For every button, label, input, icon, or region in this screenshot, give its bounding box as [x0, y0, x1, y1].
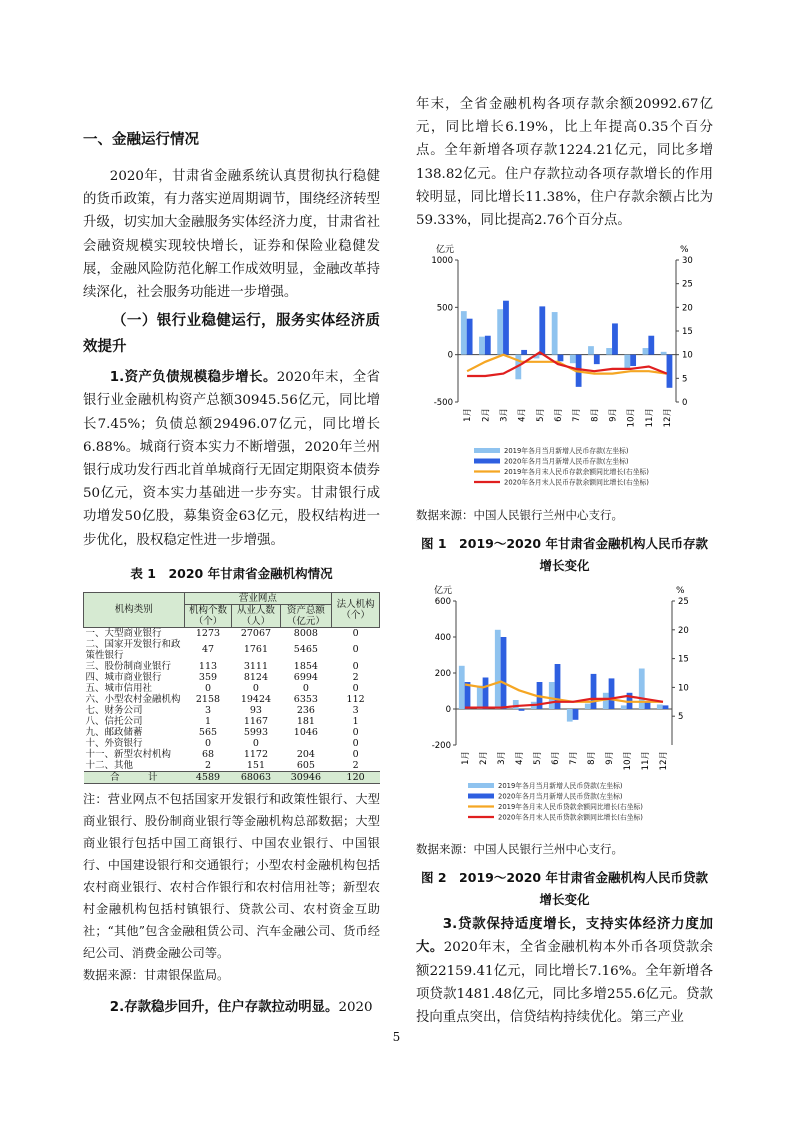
- table-cell-legal: 0: [352, 748, 359, 760]
- table-total-legal: 120: [332, 771, 380, 783]
- bar: [513, 700, 519, 709]
- tick-label-right: 10: [682, 350, 693, 361]
- tick-label-right: 20: [682, 303, 693, 314]
- bar: [552, 312, 558, 355]
- table-cell-assets: 236: [296, 704, 315, 716]
- category-label: 4月: [515, 751, 525, 766]
- bar: [477, 686, 483, 709]
- loan-chart: [416, 585, 713, 833]
- table-row: [84, 760, 380, 772]
- deposit-chart: [416, 240, 713, 495]
- tick-label-left: 600: [434, 597, 451, 608]
- bar: [624, 355, 630, 370]
- table-cell-assets: 605: [296, 759, 315, 771]
- section-heading: 一、金融运行情况: [83, 132, 199, 148]
- table-cell-staff: 8124: [243, 671, 269, 683]
- bar: [657, 705, 663, 710]
- table-cell-assets: 6994: [293, 671, 318, 683]
- bar: [594, 355, 600, 364]
- bar: [459, 666, 465, 709]
- bar: [606, 348, 612, 355]
- bar: [639, 669, 645, 710]
- table-cell-count: 47: [201, 644, 215, 656]
- category-label: 1月: [463, 408, 474, 423]
- tick-label-right: 30: [682, 256, 693, 267]
- legend-label: 2020年各月当月新增人民币贷款(左坐标): [498, 792, 623, 801]
- bar: [573, 709, 579, 720]
- table-caption: 表 1 2020 年甘肃省金融机构情况: [130, 565, 333, 581]
- subsection-heading: （一）银行业稳健运行，服务实体经济质效提升: [83, 313, 380, 356]
- bar: [549, 682, 555, 709]
- col-assets: 资产总额（亿元）: [280, 604, 332, 627]
- category-label: 6月: [551, 751, 561, 766]
- chart2-source: 数据来源：中国人民银行兰州中心支行。: [416, 842, 623, 857]
- tick-label-right: 5: [682, 374, 688, 385]
- table-cell-assets: 1854: [293, 660, 318, 672]
- bar: [603, 693, 609, 709]
- table-cell-assets: 204: [296, 748, 315, 760]
- bar: [612, 324, 618, 355]
- tick-label-left: -200: [431, 741, 451, 752]
- table-note-text: 注：营业网点不包括国家开发银行和政策性银行、大型商业银行、股份制商业银行等金融机构总部数据；大型商业银行包括中国工商银行、中国农业银行、中国银行、中国建设银行和交通银行；小型农村金融机构包括农村商业银行、农村合作银行和农村信用社等；新型农村金融机构包括村镇银行、贷款公司、农村资金互助社；“其他”包含金融租赁公司、汽车金融公司、货币经纪公司、消费金融公司等。: [83, 791, 380, 960]
- tick-label-left: 400: [434, 633, 451, 644]
- table-cell-legal: 1: [352, 715, 359, 727]
- table-row: [84, 683, 380, 694]
- bar: [588, 346, 594, 355]
- y-label-right: %: [676, 586, 685, 597]
- table-cell-staff: 93: [249, 704, 262, 716]
- category-label: 10月: [623, 751, 633, 771]
- table-cell-count: 68: [201, 748, 215, 760]
- tick-label-left: -500: [433, 398, 453, 409]
- chart1-source: 数据来源：中国人民银行兰州中心支行。: [416, 508, 623, 523]
- paragraph-text: 2020: [338, 999, 373, 1015]
- table-cell-legal: 0: [352, 737, 359, 749]
- table-row: [84, 705, 380, 716]
- y-label-left: 亿元: [435, 245, 454, 256]
- bar: [648, 336, 654, 355]
- category-label: 12月: [662, 408, 673, 428]
- bar: [663, 706, 669, 710]
- table-cell-legal: 0: [352, 627, 359, 639]
- table-cell-staff: 19424: [240, 693, 272, 705]
- table-cell-name: 一、大型商业银行: [85, 627, 162, 639]
- table-cell-staff: 1172: [243, 748, 269, 760]
- legend-label: 2019年各月当月新增人民币贷款(左坐标): [498, 782, 623, 791]
- bar: [495, 630, 501, 709]
- table-cell-legal: 112: [346, 693, 365, 705]
- paragraph-lead: 2.存款稳步回升，住户存款拉动明显。: [109, 999, 339, 1015]
- table-cell-staff: 0: [252, 682, 259, 694]
- category-label: 12月: [659, 751, 669, 771]
- category-label: 10月: [626, 408, 637, 428]
- table-total-staff: 68063: [232, 771, 280, 783]
- table-cell-count: 1: [204, 715, 211, 727]
- series-line: [465, 682, 663, 702]
- legend-swatch: [468, 783, 494, 788]
- legend-label: 2019年各月末人民币贷款余额同比增长(右坐标): [498, 803, 643, 812]
- intro-paragraph: 2020年，甘肃省金融系统认真贯彻执行稳健的货币政策，有力落实逆周期调节，围绕经济转型升级，切实加大金融服务实体经济力度，甘肃省社会融资规模实现较快增长，证券和保险业稳健发展，金融风险防范化解工作成效明显，金融改革持续深化，社会服务功能进一步增强。: [83, 169, 380, 301]
- table-cell-legal: 0: [352, 660, 359, 672]
- paragraph-loans: [416, 913, 713, 1029]
- table-total-count: 4589: [184, 771, 232, 783]
- left-column: [83, 120, 380, 1019]
- right-column: [416, 93, 713, 1029]
- bar: [485, 336, 491, 355]
- table-cell-count: 0: [204, 737, 211, 749]
- table-cell-assets: [280, 738, 332, 749]
- tick-label-right: 5: [678, 712, 684, 723]
- chart1-title: 图 1 2019～2020 年甘肃省金融机构人民币存款增长变化: [421, 536, 708, 574]
- table-row: [84, 749, 380, 760]
- table-row: [84, 639, 380, 661]
- table-cell-name: 六、小型农村金融机构: [85, 693, 181, 705]
- tick-label-right: 15: [682, 327, 693, 338]
- tick-label-right: 15: [678, 654, 689, 665]
- category-label: 9月: [608, 408, 619, 423]
- table-cell-legal: 2: [352, 759, 359, 771]
- paragraph-text: 2020年末，全省银行业金融机构资产总额30945.56亿元，同比增长7.45%；负债总额29496.07亿元，同比增长6.88%。城商行资本实力不断增强，2020年兰州银行成功发行西北首单城商行无固定期限资本债券50亿元，资本实力基础进一步夯实。甘肃银行成功增发50亿股，募集资金63亿元，股权结构进一步优化，股权稳定性进一步增强。: [83, 370, 381, 548]
- tick-label-left: 1000: [431, 256, 453, 267]
- bar: [501, 637, 507, 709]
- table-cell-name: 二、国家开发银行和政策性银行: [85, 638, 181, 661]
- series-line: [467, 353, 667, 377]
- table-cell-staff: 3111: [243, 660, 269, 672]
- table-cell-count: 565: [198, 726, 218, 738]
- bar: [483, 678, 489, 710]
- y-label-right: %: [680, 245, 689, 256]
- table-cell-name: 八、信托公司: [85, 715, 143, 727]
- bar: [539, 307, 545, 355]
- table-cell-staff: 1761: [243, 644, 269, 656]
- tick-label-left: 500: [436, 303, 453, 314]
- table-row: [84, 738, 380, 749]
- table-cell-name: 七、财务公司: [85, 704, 143, 716]
- bar: [497, 309, 503, 354]
- category-label: 7月: [572, 408, 583, 423]
- table-cell-assets: 1046: [293, 726, 318, 738]
- category-label: 4月: [517, 408, 528, 423]
- bar: [567, 709, 573, 722]
- table-note: [83, 788, 380, 986]
- table-cell-assets: 181: [296, 715, 315, 727]
- col-legal: 法人机构（个）: [332, 592, 380, 627]
- tick-label-right: 25: [682, 279, 693, 290]
- table-row: [84, 727, 380, 738]
- bar: [609, 679, 615, 710]
- bar: [591, 674, 597, 709]
- paragraph-text: 2020年末，全省金融机构本外币各项贷款余额22159.41亿元，同比增长7.16%。全年新增各项贷款1481.48亿元，同比多增255.6亿元。贷款投向重点突出，信贷结构持续优化。第三产业: [416, 940, 714, 1026]
- table-row: [84, 627, 380, 639]
- bar: [503, 301, 509, 355]
- table-cell-name: 四、城市商业银行: [85, 671, 162, 683]
- series-line: [467, 355, 667, 374]
- tick-label-left: 0: [445, 705, 451, 716]
- table-cell-legal: 0: [352, 644, 359, 656]
- category-label: 8月: [590, 408, 601, 423]
- table-total-assets: 30946: [280, 771, 332, 783]
- table-total-row: [84, 771, 380, 783]
- table-row: [84, 661, 380, 672]
- paragraph-assets: [83, 366, 380, 552]
- table-cell-staff: 27067: [240, 627, 272, 639]
- tick-label-right: 10: [678, 683, 689, 694]
- bar: [621, 706, 627, 710]
- category-label: 2月: [481, 408, 492, 423]
- table-cell-staff: 151: [246, 759, 265, 771]
- table-cell-legal: 0: [352, 726, 359, 738]
- legend-label: 2020年各月末人民币存款余额同比增长(右坐标): [504, 478, 649, 487]
- paragraph-deposits: [83, 996, 380, 1019]
- table-cell-name: 十、外资银行: [85, 737, 143, 749]
- category-label: 2月: [479, 751, 489, 766]
- table-cell-count: 113: [198, 660, 218, 672]
- category-label: 1月: [461, 751, 471, 766]
- tick-label-right: 25: [678, 597, 689, 608]
- tick-label-left: 200: [434, 669, 451, 680]
- legend-label: 2019年各月当月新增人民币存款(左坐标): [504, 447, 629, 456]
- institutions-table: [83, 592, 380, 784]
- category-label: 8月: [587, 751, 597, 766]
- paragraph-deposits-cont: 年末，全省金融机构各项存款余额20992.67亿元，同比增长6.19%，比上年提高0.35个百分点。全年新增各项存款1224.21亿元，同比多增138.82亿元。住户存款拉动各项存款增长的作用较明显，同比增长11.38%，住户存款余额占比为59.33%，同比提高2.76个百分点。: [416, 97, 713, 229]
- table-cell-name: 五、城市信用社: [85, 682, 153, 694]
- table-cell-count: 3: [204, 704, 211, 716]
- bar: [630, 355, 636, 366]
- paragraph-lead: 1.资产负债规模稳步增长。: [109, 370, 277, 386]
- table-cell-assets: 0: [302, 682, 309, 694]
- category-label: 6月: [553, 408, 564, 423]
- table-cell-count: 0: [204, 682, 211, 694]
- table-cell-count: 359: [198, 671, 218, 683]
- table-cell-count: 2: [204, 759, 211, 771]
- table-cell-name: 九、邮政储蓄: [85, 726, 143, 738]
- bar: [661, 352, 667, 355]
- y-label-left: 亿元: [433, 586, 452, 597]
- table-cell-name: 三、股份制商业银行: [85, 660, 172, 672]
- table-cell-staff: 0: [252, 737, 259, 749]
- legend-swatch: [474, 448, 500, 453]
- tick-label-right: 20: [678, 626, 689, 637]
- table-cell-name: 十二、其他: [85, 759, 134, 771]
- table-row: [84, 694, 380, 705]
- legend-swatch: [474, 459, 500, 464]
- bar: [585, 704, 591, 709]
- table-cell-name: 十一、新型农村机构: [85, 748, 172, 760]
- col-category: 机构类别: [84, 592, 185, 627]
- table-total-name: 合 计: [84, 771, 185, 783]
- category-label: 5月: [535, 408, 546, 423]
- table-row: [84, 716, 380, 727]
- category-label: 7月: [569, 751, 579, 766]
- col-outlets: 营业网点: [184, 592, 332, 604]
- chart2-title: 图 2 2019～2020 年甘肃省金融机构人民币贷款增长变化: [421, 870, 708, 908]
- bar: [521, 350, 527, 355]
- table-cell-count: 1273: [195, 627, 221, 639]
- bar: [519, 709, 525, 711]
- table-cell-assets: 8008: [293, 627, 318, 639]
- col-staff: 从业人数（人）: [232, 604, 280, 627]
- table-source: 数据来源：甘肃银保监局。: [83, 967, 230, 982]
- table-cell-staff: 1167: [243, 715, 269, 727]
- category-label: 9月: [605, 751, 615, 766]
- legend-label: 2020年各月末人民币贷款余额同比增长(右坐标): [498, 813, 643, 822]
- bar: [667, 355, 673, 388]
- category-label: 5月: [533, 751, 543, 766]
- category-label: 11月: [644, 408, 655, 428]
- page-number: 5: [392, 1030, 401, 1044]
- bar: [570, 355, 576, 364]
- table-cell-legal: 3: [352, 704, 359, 716]
- col-count: 机构个数（个）: [184, 604, 232, 627]
- bar: [643, 348, 649, 355]
- bar: [558, 355, 564, 362]
- tick-label-right: 0: [682, 398, 688, 409]
- bar: [461, 311, 467, 355]
- table-cell-count: 2158: [195, 693, 221, 705]
- table-cell-assets: 5465: [293, 644, 318, 656]
- legend-swatch: [468, 794, 494, 799]
- table-cell-legal: 2: [352, 671, 359, 683]
- tick-label-left: 0: [447, 350, 453, 361]
- legend-label: 2019年各月末人民币存款余额同比增长(右坐标): [504, 468, 649, 477]
- category-label: 11月: [641, 751, 651, 771]
- table-row: [84, 672, 380, 683]
- category-label: 3月: [497, 751, 507, 766]
- legend-label: 2020年各月当月新增人民币存款(左坐标): [504, 457, 629, 466]
- category-label: 3月: [499, 408, 510, 423]
- table-cell-staff: 5993: [243, 726, 269, 738]
- table-cell-assets: 6353: [293, 693, 318, 705]
- table-cell-legal: 0: [352, 682, 359, 694]
- paragraph-lead: 3.贷款保持适度增长，支持实体经济力度加大。: [416, 917, 713, 956]
- bar: [467, 319, 473, 355]
- bar: [479, 337, 485, 355]
